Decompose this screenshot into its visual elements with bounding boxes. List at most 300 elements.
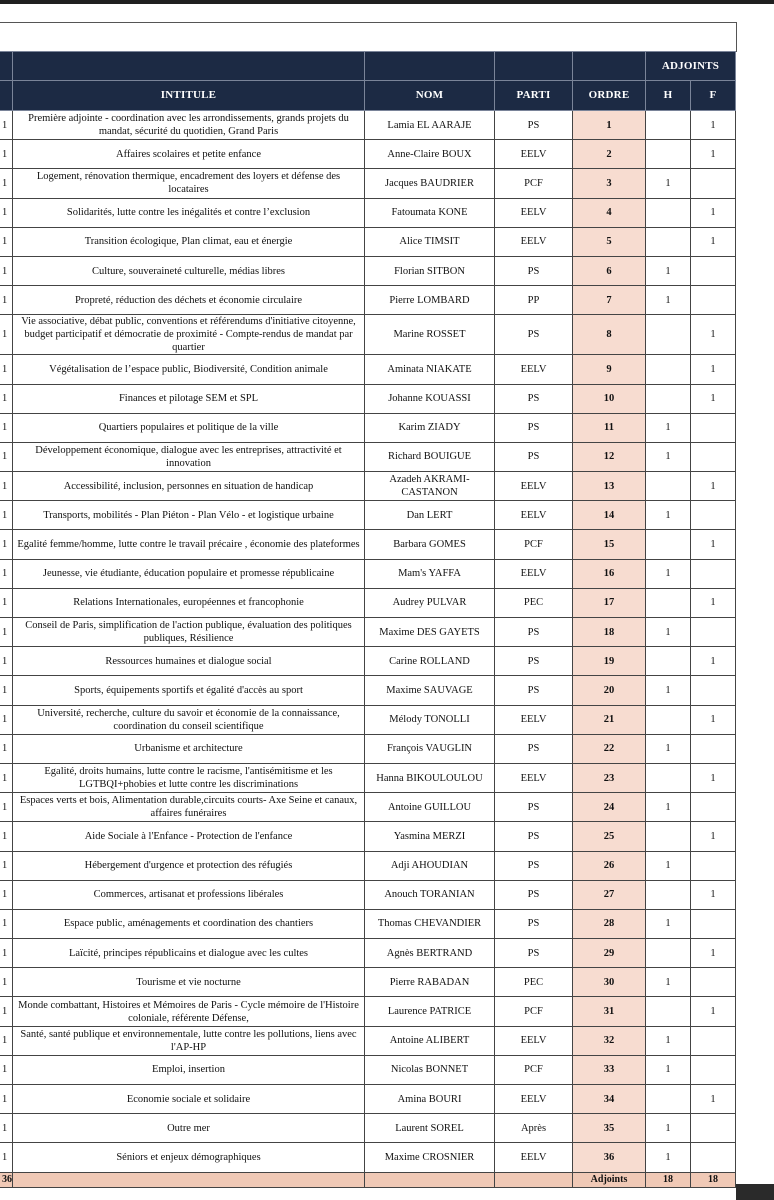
table-row <box>0 227 736 256</box>
row-intitule: Première adjointe - coordination avec les arrondissements, grands projets du mandat, sécurité du quotidien, Grand Paris <box>13 111 365 140</box>
header-ordre: ORDRE <box>573 81 646 111</box>
row-nom: Antoine GUILLOU <box>365 793 495 822</box>
total-h: 18 <box>646 1172 691 1187</box>
row-ordre: 28 <box>573 909 646 938</box>
row-h <box>646 472 691 501</box>
row-number: 1 <box>0 793 13 822</box>
row-ordre: 7 <box>573 286 646 315</box>
header-row <box>0 81 736 111</box>
row-f: 1 <box>691 880 736 909</box>
table-row <box>0 1055 736 1084</box>
header-row-top <box>0 52 736 81</box>
row-h: 1 <box>646 256 691 285</box>
row-h <box>646 140 691 169</box>
row-nom: Carine ROLLAND <box>365 647 495 676</box>
row-parti: PCF <box>495 1055 573 1084</box>
row-f <box>691 442 736 471</box>
row-parti: PS <box>495 939 573 968</box>
row-h: 1 <box>646 1055 691 1084</box>
row-intitule: Economie sociale et solidaire <box>13 1085 365 1114</box>
row-nom: Marine ROSSET <box>365 315 495 355</box>
row-number: 1 <box>0 647 13 676</box>
total-count: 36 <box>0 1172 13 1187</box>
row-ordre: 24 <box>573 793 646 822</box>
row-nom: Amina BOURI <box>365 1085 495 1114</box>
row-f: 1 <box>691 111 736 140</box>
row-f <box>691 1143 736 1172</box>
table-row <box>0 256 736 285</box>
table-row <box>0 355 736 384</box>
table-row <box>0 286 736 315</box>
row-intitule: Affaires scolaires et petite enfance <box>13 140 365 169</box>
total-blank <box>13 1172 365 1187</box>
row-ordre: 33 <box>573 1055 646 1084</box>
row-nom: Maxime SAUVAGE <box>365 676 495 705</box>
row-h: 1 <box>646 1143 691 1172</box>
row-nom: Florian SITBON <box>365 256 495 285</box>
row-number: 1 <box>0 1114 13 1143</box>
table-row <box>0 997 736 1026</box>
table-row <box>0 1114 736 1143</box>
table-row <box>0 140 736 169</box>
row-nom: Mélody TONOLLI <box>365 705 495 734</box>
row-f: 1 <box>691 705 736 734</box>
row-intitule: Solidarités, lutte contre les inégalités et contre l’exclusion <box>13 198 365 227</box>
header-blank <box>13 52 365 81</box>
sheet-top-border <box>0 22 737 52</box>
row-f <box>691 413 736 442</box>
row-nom: Barbara GOMES <box>365 530 495 559</box>
row-f: 1 <box>691 997 736 1026</box>
row-nom: Fatoumata KONE <box>365 198 495 227</box>
row-h <box>646 198 691 227</box>
row-number: 1 <box>0 909 13 938</box>
row-number: 1 <box>0 472 13 501</box>
row-number: 1 <box>0 734 13 763</box>
row-h <box>646 227 691 256</box>
row-intitule: Espace public, aménagements et coordination des chantiers <box>13 909 365 938</box>
table-row <box>0 1143 736 1172</box>
table-row <box>0 169 736 198</box>
row-number: 1 <box>0 413 13 442</box>
row-ordre: 21 <box>573 705 646 734</box>
row-number: 1 <box>0 851 13 880</box>
row-parti: PS <box>495 647 573 676</box>
row-ordre: 30 <box>573 968 646 997</box>
row-h: 1 <box>646 501 691 530</box>
table-row <box>0 472 736 501</box>
row-h: 1 <box>646 909 691 938</box>
row-nom: François VAUGLIN <box>365 734 495 763</box>
row-nom: Maxime CROSNIER <box>365 1143 495 1172</box>
row-h <box>646 530 691 559</box>
row-parti: PS <box>495 734 573 763</box>
row-ordre: 2 <box>573 140 646 169</box>
row-parti: Après <box>495 1114 573 1143</box>
row-f <box>691 618 736 647</box>
row-number: 1 <box>0 705 13 734</box>
row-h <box>646 384 691 413</box>
row-ordre: 11 <box>573 413 646 442</box>
row-intitule: Laïcité, principes républicains et dialogue avec les cultes <box>13 939 365 968</box>
table-row <box>0 909 736 938</box>
row-h: 1 <box>646 1114 691 1143</box>
row-f <box>691 1055 736 1084</box>
row-nom: Laurence PATRICE <box>365 997 495 1026</box>
row-nom: Lamia EL AARAJE <box>365 111 495 140</box>
row-number: 1 <box>0 111 13 140</box>
header-blank <box>365 52 495 81</box>
table-row <box>0 676 736 705</box>
table-row <box>0 442 736 471</box>
header-blank <box>0 52 13 81</box>
row-number: 1 <box>0 1026 13 1055</box>
row-ordre: 19 <box>573 647 646 676</box>
row-ordre: 26 <box>573 851 646 880</box>
row-h <box>646 588 691 617</box>
row-h <box>646 355 691 384</box>
table-row <box>0 647 736 676</box>
row-parti: EELV <box>495 1085 573 1114</box>
table-row <box>0 315 736 355</box>
row-parti: PS <box>495 384 573 413</box>
table-row <box>0 530 736 559</box>
total-f: 18 <box>691 1172 736 1187</box>
row-parti: EELV <box>495 227 573 256</box>
table-row <box>0 705 736 734</box>
row-h: 1 <box>646 676 691 705</box>
row-nom: Pierre LOMBARD <box>365 286 495 315</box>
table-row <box>0 111 736 140</box>
row-parti: PS <box>495 851 573 880</box>
total-blank <box>365 1172 495 1187</box>
row-nom: Yasmina MERZI <box>365 822 495 851</box>
row-parti: PS <box>495 413 573 442</box>
row-intitule: Ressources humaines et dialogue social <box>13 647 365 676</box>
total-blank <box>495 1172 573 1187</box>
row-intitule: Propreté, réduction des déchets et économie circulaire <box>13 286 365 315</box>
row-number: 1 <box>0 256 13 285</box>
row-intitule: Végétalisation de l’espace public, Biodiversité, Condition animale <box>13 355 365 384</box>
row-ordre: 29 <box>573 939 646 968</box>
row-parti: PP <box>495 286 573 315</box>
row-f: 1 <box>691 939 736 968</box>
row-ordre: 18 <box>573 618 646 647</box>
row-h <box>646 315 691 355</box>
table-row <box>0 588 736 617</box>
row-nom: Adji AHOUDIAN <box>365 851 495 880</box>
row-parti: EELV <box>495 1143 573 1172</box>
row-ordre: 36 <box>573 1143 646 1172</box>
row-h: 1 <box>646 442 691 471</box>
row-h: 1 <box>646 793 691 822</box>
row-number: 1 <box>0 822 13 851</box>
row-nom: Anne-Claire BOUX <box>365 140 495 169</box>
row-intitule: Hébergement d'urgence et protection des réfugiés <box>13 851 365 880</box>
row-ordre: 35 <box>573 1114 646 1143</box>
row-h <box>646 111 691 140</box>
table-row <box>0 1026 736 1055</box>
table-row <box>0 734 736 763</box>
row-nom: Alice TIMSIT <box>365 227 495 256</box>
row-number: 1 <box>0 997 13 1026</box>
row-nom: Pierre RABADAN <box>365 968 495 997</box>
row-ordre: 15 <box>573 530 646 559</box>
table-row <box>0 939 736 968</box>
row-h <box>646 1085 691 1114</box>
row-h <box>646 880 691 909</box>
row-number: 1 <box>0 198 13 227</box>
table-row <box>0 880 736 909</box>
row-nom: Mam's YAFFA <box>365 559 495 588</box>
row-h: 1 <box>646 618 691 647</box>
row-number: 1 <box>0 355 13 384</box>
row-ordre: 31 <box>573 997 646 1026</box>
table-row <box>0 198 736 227</box>
row-intitule: Développement économique, dialogue avec les entreprises, attractivité et innovation <box>13 442 365 471</box>
table-row <box>0 501 736 530</box>
row-parti: PS <box>495 111 573 140</box>
row-f <box>691 909 736 938</box>
row-intitule: Accessibilité, inclusion, personnes en situation de handicap <box>13 472 365 501</box>
row-parti: PS <box>495 909 573 938</box>
row-parti: PCF <box>495 997 573 1026</box>
row-nom: Azadeh AKRAMI-CASTANON <box>365 472 495 501</box>
row-ordre: 12 <box>573 442 646 471</box>
row-ordre: 32 <box>573 1026 646 1055</box>
row-intitule: Egalité femme/homme, lutte contre le travail précaire , économie des plateformes <box>13 530 365 559</box>
table-row <box>0 1085 736 1114</box>
row-number: 1 <box>0 501 13 530</box>
row-ordre: 5 <box>573 227 646 256</box>
adjoints-table <box>0 51 736 1188</box>
row-parti: PCF <box>495 169 573 198</box>
row-parti: PS <box>495 822 573 851</box>
table-row <box>0 618 736 647</box>
row-f: 1 <box>691 315 736 355</box>
row-ordre: 16 <box>573 559 646 588</box>
total-label: Adjoints <box>573 1172 646 1187</box>
row-h <box>646 647 691 676</box>
row-intitule: Vie associative, débat public, conventions et référendums d'initiative citoyenne, budget participatif et démocratie de proximité - Compte-rendus de mandat par quartier <box>13 315 365 355</box>
row-number: 1 <box>0 618 13 647</box>
row-f <box>691 256 736 285</box>
row-intitule: Espaces verts et bois, Alimentation durable,circuits courts- Axe Seine et canaux, affaires funéraires <box>13 793 365 822</box>
row-nom: Agnès BERTRAND <box>365 939 495 968</box>
row-f: 1 <box>691 384 736 413</box>
row-h: 1 <box>646 851 691 880</box>
header-f: F <box>691 81 736 111</box>
row-nom: Hanna BIKOULOULOU <box>365 763 495 792</box>
row-nom: Jacques BAUDRIER <box>365 169 495 198</box>
row-number: 1 <box>0 939 13 968</box>
row-intitule: Commerces, artisanat et professions libérales <box>13 880 365 909</box>
row-f: 1 <box>691 472 736 501</box>
row-intitule: Sports, équipements sportifs et égalité d'accès au sport <box>13 676 365 705</box>
row-f: 1 <box>691 822 736 851</box>
row-f <box>691 968 736 997</box>
table-row <box>0 763 736 792</box>
row-number: 1 <box>0 1085 13 1114</box>
table-row <box>0 851 736 880</box>
row-f <box>691 559 736 588</box>
header-h: H <box>646 81 691 111</box>
corner-widget <box>736 1184 774 1200</box>
row-intitule: Monde combattant, Histoires et Mémoires de Paris - Cycle mémoire de l'Histoire coloniale, référente Défense, <box>13 997 365 1026</box>
row-number: 1 <box>0 763 13 792</box>
row-f: 1 <box>691 647 736 676</box>
row-number: 1 <box>0 530 13 559</box>
row-f <box>691 1026 736 1055</box>
row-ordre: 6 <box>573 256 646 285</box>
row-ordre: 23 <box>573 763 646 792</box>
row-intitule: Conseil de Paris, simplification de l'action publique, évaluation des politiques publiques, Résilience <box>13 618 365 647</box>
row-ordre: 22 <box>573 734 646 763</box>
row-nom: Nicolas BONNET <box>365 1055 495 1084</box>
row-f: 1 <box>691 227 736 256</box>
row-parti: EELV <box>495 355 573 384</box>
row-h: 1 <box>646 559 691 588</box>
row-f <box>691 676 736 705</box>
table-row <box>0 384 736 413</box>
row-nom: Thomas CHEVANDIER <box>365 909 495 938</box>
row-parti: PS <box>495 676 573 705</box>
row-intitule: Jeunesse, vie étudiante, éducation populaire et promesse républicaine <box>13 559 365 588</box>
row-intitule: Outre mer <box>13 1114 365 1143</box>
row-parti: EELV <box>495 198 573 227</box>
row-nom: Laurent SOREL <box>365 1114 495 1143</box>
row-number: 1 <box>0 442 13 471</box>
row-f: 1 <box>691 198 736 227</box>
row-h <box>646 997 691 1026</box>
row-intitule: Emploi, insertion <box>13 1055 365 1084</box>
row-parti: PS <box>495 793 573 822</box>
row-parti: EELV <box>495 140 573 169</box>
row-number: 1 <box>0 169 13 198</box>
row-f: 1 <box>691 1085 736 1114</box>
row-parti: EELV <box>495 472 573 501</box>
row-ordre: 10 <box>573 384 646 413</box>
row-parti: EELV <box>495 559 573 588</box>
row-nom: Audrey PULVAR <box>365 588 495 617</box>
row-parti: PS <box>495 880 573 909</box>
row-intitule: Tourisme et vie nocturne <box>13 968 365 997</box>
row-f: 1 <box>691 140 736 169</box>
row-f <box>691 851 736 880</box>
row-intitule: Transition écologique, Plan climat, eau et énergie <box>13 227 365 256</box>
row-f: 1 <box>691 530 736 559</box>
row-nom: Johanne KOUASSI <box>365 384 495 413</box>
header-num <box>0 81 13 111</box>
row-intitule: Université, recherche, culture du savoir et économie de la connaissance, coordination du conseil scientifique <box>13 705 365 734</box>
row-ordre: 13 <box>573 472 646 501</box>
row-f <box>691 501 736 530</box>
row-ordre: 14 <box>573 501 646 530</box>
row-parti: EELV <box>495 705 573 734</box>
row-parti: PS <box>495 442 573 471</box>
row-nom: Aminata NIAKATE <box>365 355 495 384</box>
row-ordre: 9 <box>573 355 646 384</box>
table-row <box>0 413 736 442</box>
row-intitule: Urbanisme et architecture <box>13 734 365 763</box>
row-ordre: 4 <box>573 198 646 227</box>
row-ordre: 8 <box>573 315 646 355</box>
row-intitule: Relations Internationales, européennes et francophonie <box>13 588 365 617</box>
row-f: 1 <box>691 355 736 384</box>
row-h <box>646 822 691 851</box>
row-number: 1 <box>0 140 13 169</box>
row-number: 1 <box>0 880 13 909</box>
row-ordre: 17 <box>573 588 646 617</box>
row-f <box>691 793 736 822</box>
row-h <box>646 939 691 968</box>
row-nom: Karim ZIADY <box>365 413 495 442</box>
row-number: 1 <box>0 286 13 315</box>
row-intitule: Culture, souveraineté culturelle, médias libres <box>13 256 365 285</box>
row-intitule: Finances et pilotage SEM et SPL <box>13 384 365 413</box>
row-intitule: Egalité, droits humains, lutte contre le racisme, l'antisémitisme et les LGTBQI+phobies et lutte contre les discriminations <box>13 763 365 792</box>
table-row <box>0 559 736 588</box>
row-h: 1 <box>646 734 691 763</box>
row-intitule: Séniors et enjeux démographiques <box>13 1143 365 1172</box>
header-intitule: INTITULE <box>13 81 365 111</box>
row-nom: Richard BOUIGUE <box>365 442 495 471</box>
row-f <box>691 734 736 763</box>
row-f: 1 <box>691 588 736 617</box>
row-f <box>691 286 736 315</box>
table-body <box>0 111 736 1173</box>
row-f <box>691 169 736 198</box>
totals-row <box>0 1172 736 1187</box>
row-nom: Maxime DES GAYETS <box>365 618 495 647</box>
row-parti: PEC <box>495 588 573 617</box>
row-nom: Anouch TORANIAN <box>365 880 495 909</box>
row-parti: PEC <box>495 968 573 997</box>
row-parti: PS <box>495 618 573 647</box>
row-number: 1 <box>0 315 13 355</box>
row-h: 1 <box>646 968 691 997</box>
row-parti: EELV <box>495 763 573 792</box>
row-number: 1 <box>0 227 13 256</box>
row-nom: Dan LERT <box>365 501 495 530</box>
row-h: 1 <box>646 1026 691 1055</box>
row-number: 1 <box>0 1055 13 1084</box>
table-row <box>0 822 736 851</box>
header-blank <box>495 52 573 81</box>
row-h: 1 <box>646 413 691 442</box>
row-ordre: 20 <box>573 676 646 705</box>
row-intitule: Transports, mobilités - Plan Piéton - Plan Vélo - et logistique urbaine <box>13 501 365 530</box>
row-h: 1 <box>646 169 691 198</box>
row-h <box>646 763 691 792</box>
row-ordre: 1 <box>573 111 646 140</box>
table-row <box>0 793 736 822</box>
row-h: 1 <box>646 286 691 315</box>
header-adjoints: ADJOINTS <box>646 52 736 81</box>
row-intitule: Aide Sociale à l'Enfance - Protection de l'enfance <box>13 822 365 851</box>
row-ordre: 3 <box>573 169 646 198</box>
row-number: 1 <box>0 676 13 705</box>
row-parti: PCF <box>495 530 573 559</box>
row-ordre: 27 <box>573 880 646 909</box>
row-number: 1 <box>0 384 13 413</box>
row-h <box>646 705 691 734</box>
header-parti: PARTI <box>495 81 573 111</box>
row-intitule: Quartiers populaires et politique de la ville <box>13 413 365 442</box>
row-number: 1 <box>0 559 13 588</box>
row-parti: EELV <box>495 501 573 530</box>
table-row <box>0 968 736 997</box>
